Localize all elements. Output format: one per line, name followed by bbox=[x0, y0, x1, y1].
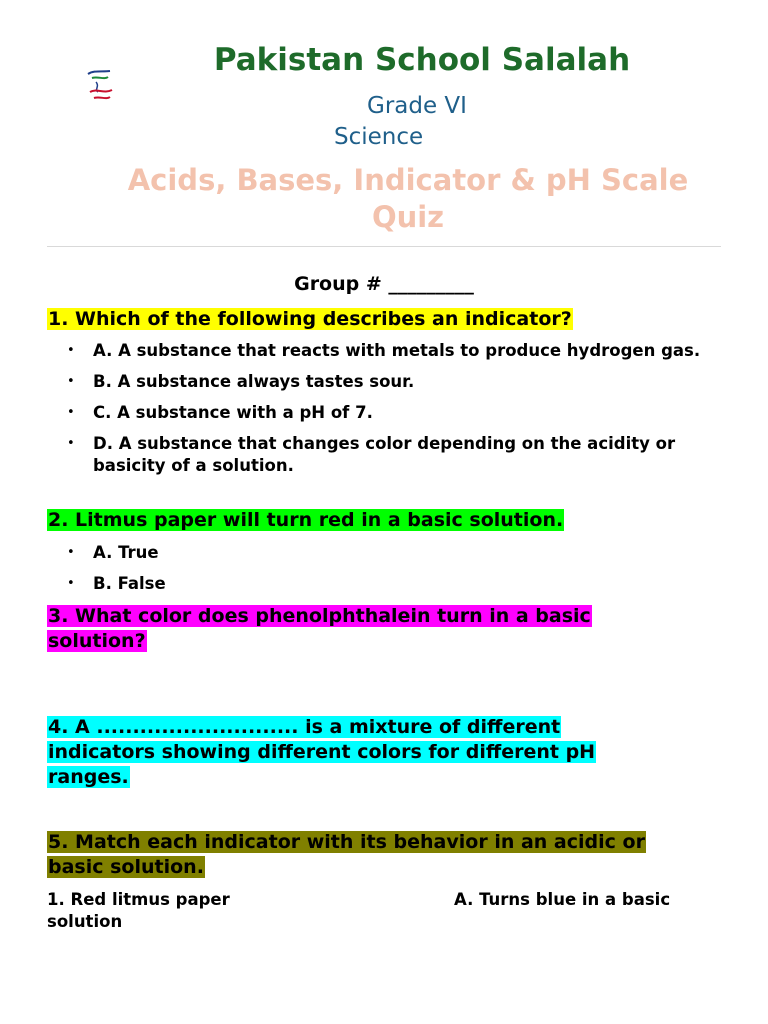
option-false: • B. False bbox=[47, 573, 727, 595]
school-name: Pakistan School Salalah bbox=[213, 42, 631, 78]
question-2-options bbox=[47, 542, 727, 595]
question-4-text: 4. A ............................ is a mixture of different indicators showing different colors for different pH ranges. bbox=[48, 716, 596, 788]
question-3 bbox=[47, 604, 647, 654]
question-4 bbox=[47, 715, 657, 790]
quiz-title-line1: Acids, Bases, Indicator & pH Scale bbox=[127, 163, 689, 197]
grade-label: Grade VI bbox=[367, 93, 467, 119]
question-5-text: 5. Match each indicator with its behavior in an acidic or basic solution. bbox=[48, 831, 645, 878]
quiz-title bbox=[48, 162, 768, 236]
option-c: • C. A substance with a pH of 7. bbox=[47, 402, 727, 424]
quiz-title-line2: Quiz bbox=[371, 200, 445, 234]
question-2 bbox=[47, 508, 727, 533]
question-3-text: 3. What color does phenolphthalein turn in a basic solution? bbox=[48, 605, 591, 652]
divider bbox=[47, 246, 721, 247]
question-1-text: 1. Which of the following describes an indicator? bbox=[48, 308, 572, 330]
question-2-text: 2. Litmus paper will turn red in a basic solution. bbox=[48, 509, 564, 531]
subject-label: Science bbox=[334, 124, 424, 150]
option-b: • B. A substance always tastes sour. bbox=[47, 371, 727, 393]
question-1-options bbox=[47, 340, 727, 477]
group-number-field: Group # _________ bbox=[294, 273, 474, 295]
option-true: • A. True bbox=[47, 542, 727, 564]
option-a: • A. A substance that reacts with metals to produce hydrogen gas. bbox=[47, 340, 727, 362]
match-item-1: 1. Red litmus paper bbox=[47, 890, 230, 909]
question-1 bbox=[47, 307, 727, 332]
question-5 bbox=[47, 830, 707, 880]
match-item-wrap: solution bbox=[47, 912, 123, 931]
match-option-a: A. Turns blue in a basic bbox=[454, 890, 671, 909]
option-d: • D. A substance that changes color depending on the acidity or basicity of a solution. bbox=[47, 433, 727, 477]
